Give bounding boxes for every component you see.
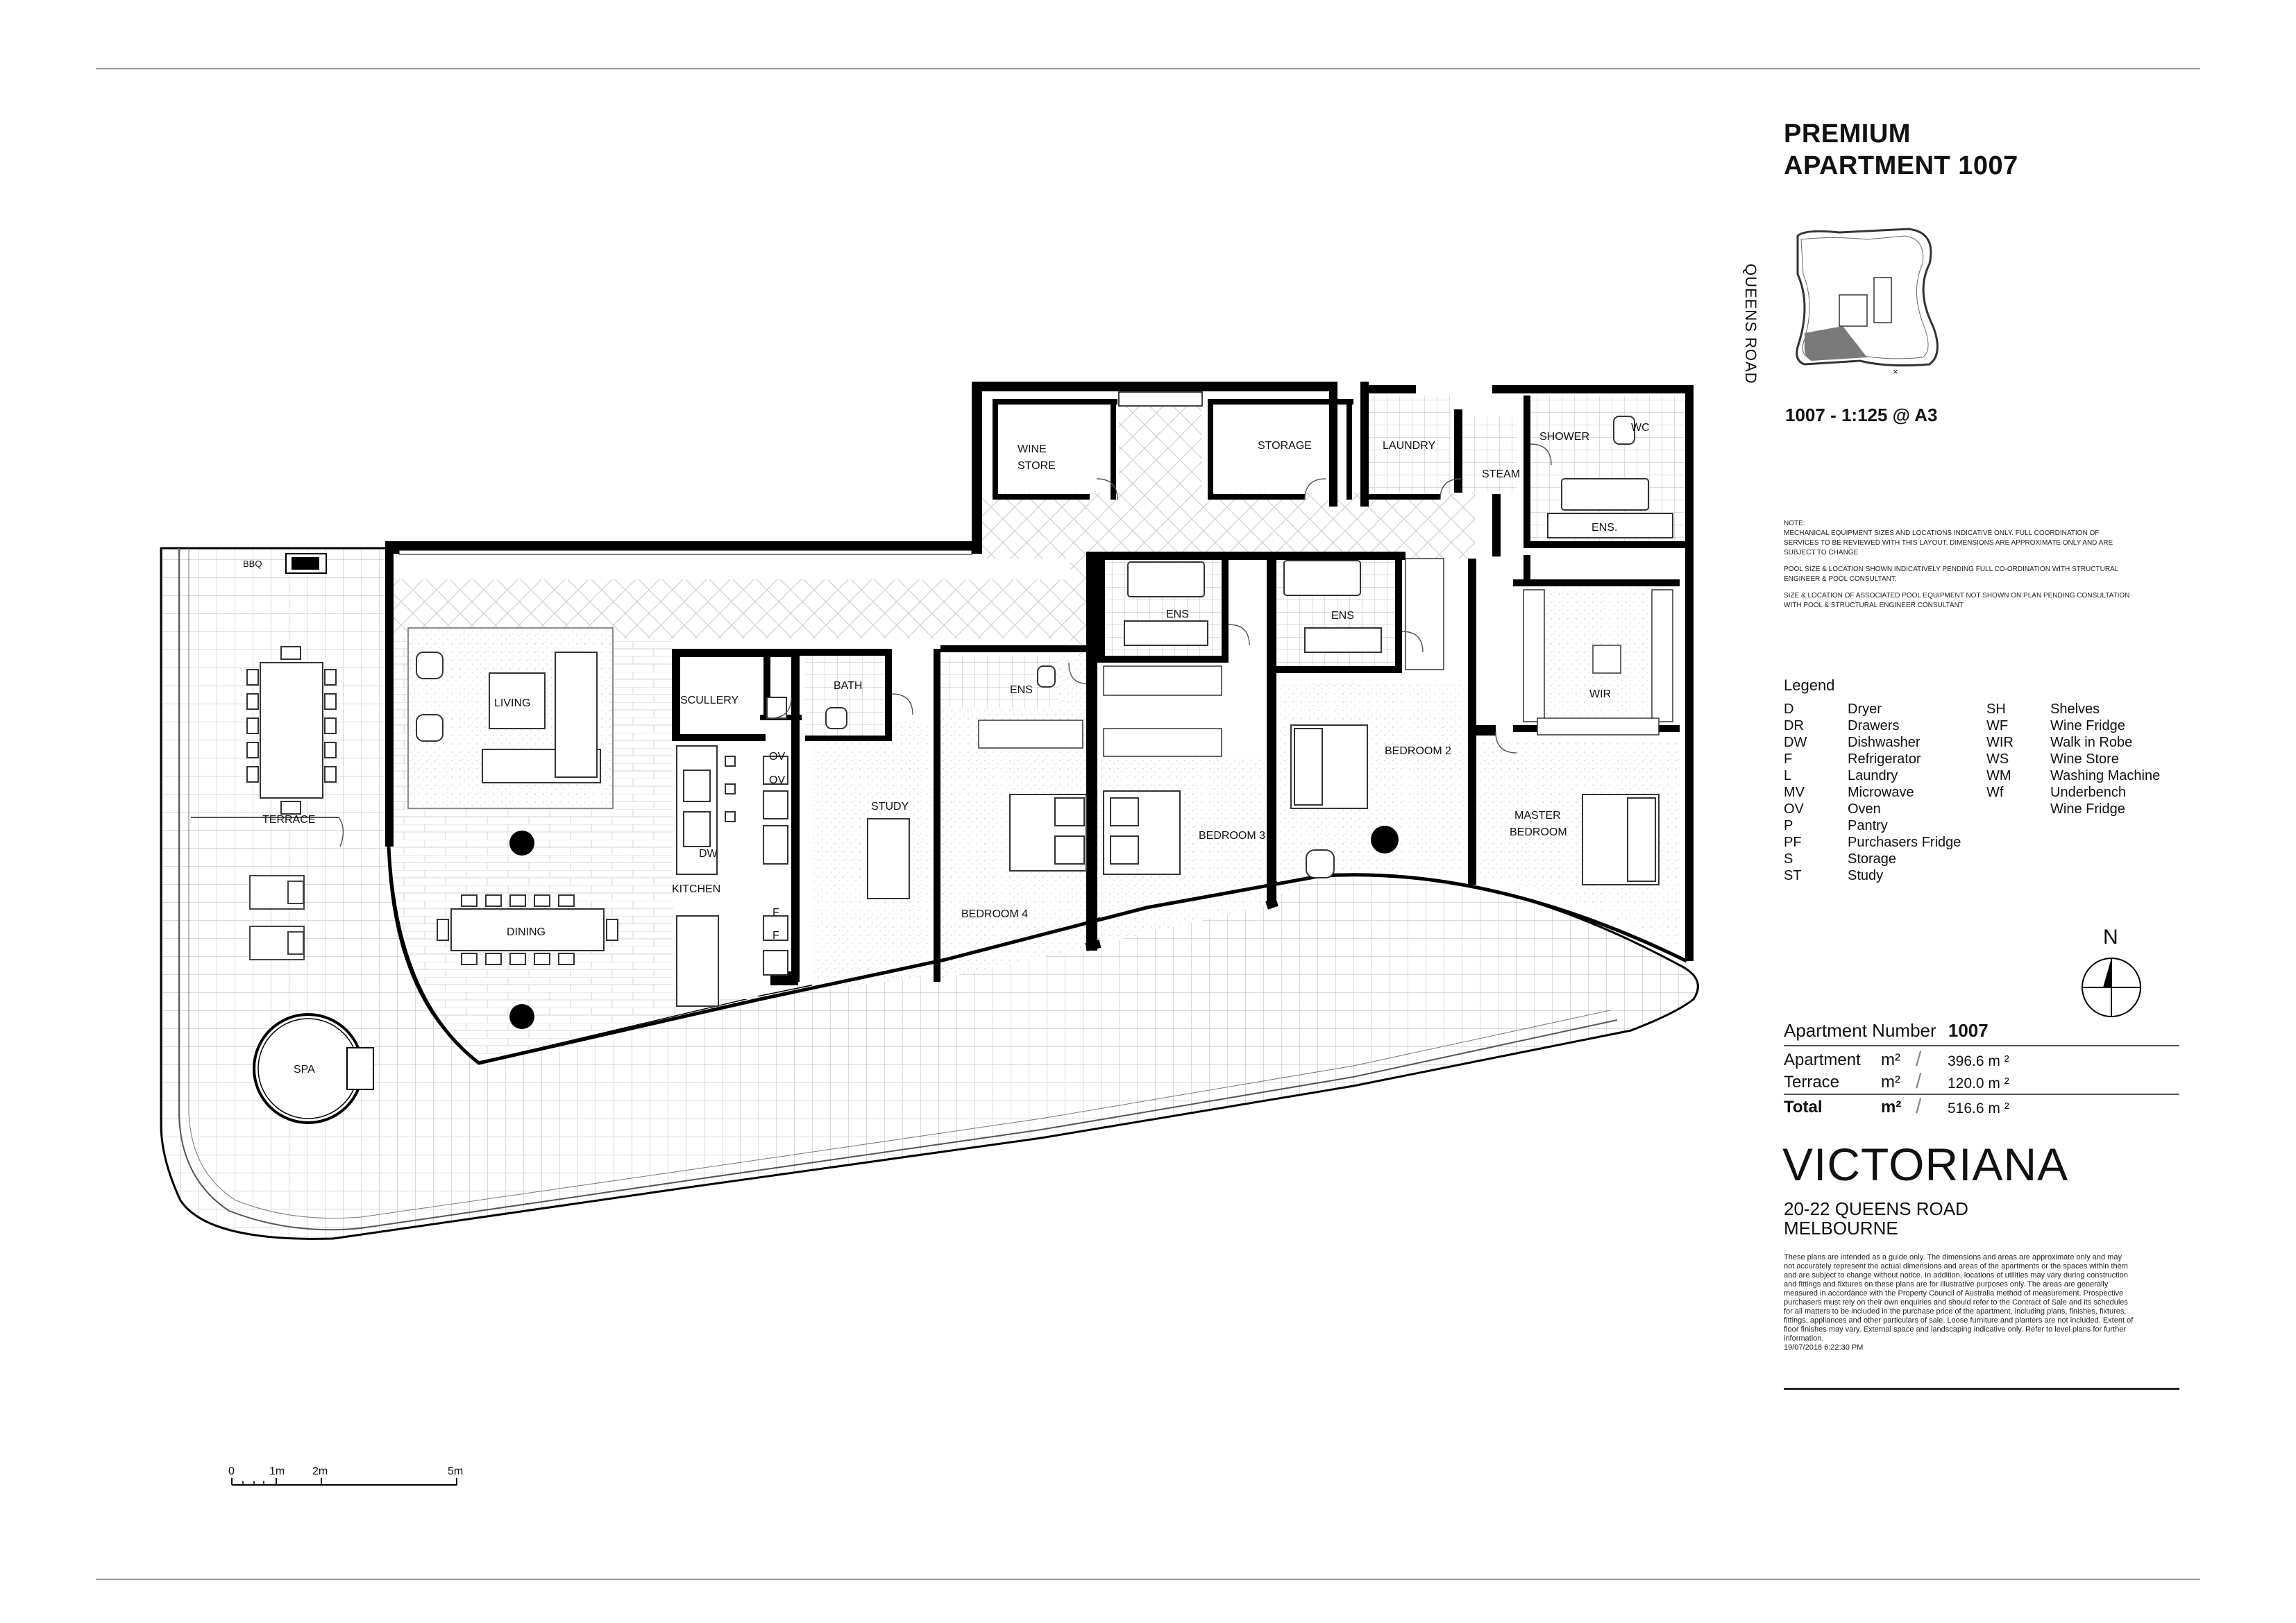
room-label-dw: DW [699,848,718,860]
room-label-bedroom3: BEDROOM 3 [1199,830,1266,842]
room-label-wine-2: STORE [1018,460,1056,472]
room-label-steam: STEAM [1482,468,1521,480]
room-label-wc: WC [1631,422,1650,434]
room-label-spa: SPA [294,1064,315,1076]
legend-item: SH Shelves [1986,702,2100,717]
apartment-number-label: Apartment Number [1784,1020,1936,1041]
room-label-ens-b2: ENS [1331,610,1354,622]
legend-item: Wf Underbench [1986,785,2126,800]
notes-line-2: POOL SIZE & LOCATION SHOWN INDICATIVELY PENDING FULL CO-ORDINATION WITH STRUCTURAL ENGINEER & POOL CONSULTANT. [1784,566,2118,583]
room-label-ov1: OV [769,751,786,763]
scale-label-0: 0 [228,1465,235,1477]
legend-item: WF Wine Fridge [1986,718,2125,733]
disclaimer-timestamp: 19/07/2018 6:22:30 PM [1784,1343,1864,1352]
disclaimer-text: These plans are intended as a guide only. The dimensions and areas are approximate only and may not accurately represent the actual dimensions and areas of the apartments or the spaces within them and are subject to change without notice. In addition, locations of utilities may vary during construction and fittings and fixtures on these plans are for illustrative purposes only. The areas are generally measured in accordance with the Property Council of Australia method of measurement. Prospective purchasers must rely on their own enquiries and should refer to the Contract of Sale and its schedules for all matters to be included in the purchase price of the apartment, including plans, finishes, fixtures, fittings, appliances and other particulars of sale. Loose furniture and planters are not included. Extent of floor finishes may vary. External space and landscaping indicative only. Refer to level plans for further information. [1784,1253,2134,1343]
legend-item: OV Oven [1784,801,1881,817]
legend-title: Legend [1784,677,1835,694]
legend-item: WM Washing Machine [1986,768,2161,783]
room-label-bedroom4: BEDROOM 4 [961,908,1029,920]
room-label-f1: F [773,907,779,919]
page-title [1784,118,2018,182]
study-desk [868,819,909,899]
legend-right [1986,701,2160,817]
room-label-laundry: LAUNDRY [1383,440,1436,452]
legend-item: D Dryer [1784,702,1882,717]
scale-label-1m: 1m [269,1465,285,1477]
key-plan-street [1741,264,1759,384]
disclaimer-rule [1784,1388,2179,1390]
notes-line-3: SIZE & LOCATION OF ASSOCIATED POOL EQUIPMENT NOT SHOWN ON PLAN PENDING CONSULTATION WITH POOL & STRUCTURAL ENGINEER CONSULTANT [1784,592,2130,609]
room-label-f2: F [773,930,779,942]
room-label-master-1: MASTER [1514,810,1561,822]
title-line-1: PREMIUM [1784,119,1911,148]
scale-label-2m: 2m [312,1465,328,1477]
brand-address [1784,1199,1968,1238]
legend-item: F Refrigerator [1784,751,1921,767]
room-label-scullery: SCULLERY [680,695,739,706]
legend-item: P Pantry [1784,818,1888,833]
title-line-2: APARTMENT 1007 [1784,151,2018,180]
room-label-study: STUDY [871,801,909,813]
brand-name: VICTORIANA [1782,1139,2069,1190]
key-plan-street-label: QUEENS ROAD [1742,264,1759,384]
notes-line-1: MECHANICAL EQUIPMENT SIZES AND LOCATIONS INDICATIVE ONLY. FULL COORDINATION OF SERVICES TO BE REVIEWED WITH THIS LAYOUT. DIMENSIONS ARE APPROXIMATE ONLY AND ARE SUBJECT TO CHANGE [1784,529,2113,556]
room-label-bedroom2: BEDROOM 2 [1385,745,1452,757]
legend-item: DW Dishwasher [1784,735,1921,750]
area-row-total: Total m² / 516.6 m ² [1784,1095,2009,1118]
apartment-number-value: 1007 [1948,1020,1989,1041]
legend-item: DR Drawers [1784,718,1900,733]
room-label-ov2: OV [769,774,786,786]
room-label-bbq: BBQ [243,559,262,569]
room-label-dining: DINING [507,926,546,938]
room-label-wir: WIR [1589,688,1612,700]
notes-heading: NOTE: [1784,520,1805,527]
outdoor-table [247,647,336,814]
key-plan [1797,229,1938,377]
disclaimer [1784,1253,2134,1352]
room-label-terrace: TERRACE [262,814,316,826]
legend-item: WIR Walk in Robe [1986,735,2133,750]
room-label-ens-b4: ENS [1010,684,1033,696]
north-label: N [2103,926,2118,949]
room-label-bath: BATH [834,680,863,692]
north-arrow [2082,926,2141,1017]
legend-item: MV Microwave [1784,785,1914,800]
room-label-kitchen: KITCHEN [672,883,721,895]
legend-item: L Laundry [1784,768,1898,783]
room-label-storage: STORAGE [1258,440,1312,452]
scale-label: 1007 - 1:125 @ A3 [1785,405,1938,425]
key-plan-marker: × [1893,366,1898,377]
notes-block [1784,519,2131,611]
legend-left [1784,701,1961,884]
address-line-1: 20-22 QUEENS ROAD [1784,1198,1968,1219]
apartment-number-row [1784,1020,2179,1045]
area-row-terrace: Terrace m² / 120.0 m ² [1784,1070,2009,1093]
address-line-2: MELBOURNE [1784,1218,1898,1239]
area-row-apartment: Apartment m² / 396.6 m ² [1784,1048,2009,1071]
scale-bar [228,1465,463,1485]
room-label-shower: SHOWER [1539,431,1589,443]
area-schedule [1784,1020,2179,1119]
room-label-master-2: BEDROOM [1510,826,1567,838]
scale-label-5m: 5m [448,1465,464,1477]
legend-item: PF Purchasers Fridge [1784,835,1961,850]
legend-item: S Storage [1784,851,1897,867]
room-label-wine-1: WINE [1018,443,1047,455]
legend-item: Wine Fridge [2050,801,2125,817]
room-label-ens-b3: ENS [1166,609,1189,620]
legend-item: ST Study [1784,868,1884,883]
legend-item: WS Wine Store [1986,751,2119,767]
room-label-living: LIVING [494,697,531,709]
room-label-ens-master: ENS. [1592,522,1618,534]
